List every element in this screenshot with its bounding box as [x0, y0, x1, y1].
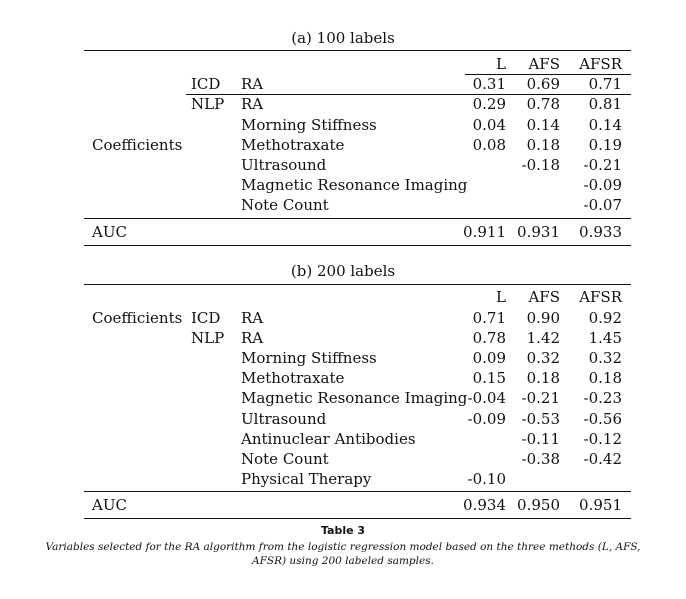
cell-afs: -0.18: [521, 156, 560, 174]
cell-afs: -0.21: [521, 389, 560, 407]
cell-l: -0.09: [467, 410, 506, 428]
cell-afsr: -0.09: [583, 176, 622, 194]
row-source: ICD: [191, 75, 221, 93]
cell-afsr: 0.19: [588, 136, 622, 154]
cell-l: -0.10: [467, 470, 506, 488]
row-variable: Methotraxate: [241, 136, 345, 154]
auc-afsr: 0.951: [579, 496, 622, 514]
cell-afsr: -0.42: [583, 450, 622, 468]
auc-afs: 0.931: [517, 223, 560, 241]
cell-afs: 1.42: [526, 329, 560, 347]
cell-l: 0.31: [472, 75, 506, 93]
cell-afs: -0.11: [521, 430, 560, 448]
cell-afs: -0.53: [521, 410, 560, 428]
cell-l: 0.15: [472, 369, 506, 387]
row-variable: Magnetic Resonance Imaging: [241, 389, 468, 407]
table-a-top-rule: [84, 50, 631, 51]
cell-afs: 0.78: [526, 95, 560, 113]
cell-afsr: 0.18: [588, 369, 622, 387]
cell-afs: 0.18: [526, 136, 560, 154]
cell-afsr: -0.56: [583, 410, 622, 428]
row-variable: Ultrasound: [241, 156, 327, 174]
caption-title: Table 3: [320, 524, 366, 537]
table-a-bottom-rule: [84, 245, 631, 246]
cell-afs: -0.38: [521, 450, 560, 468]
cell-afsr: -0.12: [583, 430, 622, 448]
auc-label: AUC: [92, 223, 127, 241]
table-a-header-l: L: [496, 55, 506, 73]
cell-l: 0.29: [472, 95, 506, 113]
cell-afsr: 0.81: [588, 95, 622, 113]
table-a-header-afs: AFS: [528, 55, 560, 73]
cell-afsr: -0.07: [583, 196, 622, 214]
table-b-header-afs: AFS: [528, 288, 560, 306]
auc-l: 0.911: [463, 223, 506, 241]
table-b-bottom-rule: [84, 518, 631, 519]
cell-afsr: 0.14: [588, 116, 622, 134]
row-variable: RA: [241, 329, 264, 347]
cell-l: 0.78: [472, 329, 506, 347]
auc-afs: 0.950: [517, 496, 560, 514]
auc-l: 0.934: [463, 496, 506, 514]
cell-afsr: -0.23: [583, 389, 622, 407]
auc-afsr: 0.933: [579, 223, 622, 241]
table-b-header-l: L: [496, 288, 506, 306]
caption-line-2: AFSR) using 200 labeled samples.: [252, 555, 434, 567]
cell-l: -0.04: [467, 389, 506, 407]
cell-afsr: 0.92: [588, 309, 622, 327]
cell-l: 0.04: [472, 116, 506, 134]
row-variable: Physical Therapy: [241, 470, 372, 488]
row-variable: RA: [241, 95, 264, 113]
row-variable: RA: [241, 75, 264, 93]
auc-label: AUC: [92, 496, 127, 514]
cell-afsr: -0.21: [583, 156, 622, 174]
table-b-group-label: Coefficients: [92, 309, 183, 327]
row-variable: Note Count: [241, 450, 329, 468]
cell-l: 0.09: [472, 349, 506, 367]
cell-afs: 0.18: [526, 369, 560, 387]
row-variable: Morning Stiffness: [241, 349, 377, 367]
cell-afs: 0.32: [526, 349, 560, 367]
cell-l: 0.08: [472, 136, 506, 154]
table-a-group-label: Coefficients: [92, 136, 183, 154]
table-a-title: (a) 100 labels: [291, 29, 395, 47]
row-variable: Antinuclear Antibodies: [241, 430, 416, 448]
row-variable: Methotraxate: [241, 369, 345, 387]
cell-afsr: 1.45: [588, 329, 622, 347]
row-source: ICD: [191, 309, 221, 327]
table-b-top-rule: [84, 284, 631, 285]
row-variable: Morning Stiffness: [241, 116, 377, 134]
cell-afsr: 0.71: [588, 75, 622, 93]
table-b-header-afsr: AFSR: [579, 288, 622, 306]
cell-afs: 0.14: [526, 116, 560, 134]
table-b-auc-rule: [84, 491, 631, 492]
row-source: NLP: [191, 329, 225, 347]
cell-afs: 0.69: [526, 75, 560, 93]
caption-line-1: Variables selected for the RA algorithm from the logistic regression model based on the three methods (L, AFS,: [45, 541, 641, 553]
row-variable: Magnetic Resonance Imaging: [241, 176, 468, 194]
table-b-title: (b) 200 labels: [290, 262, 396, 280]
row-variable: Ultrasound: [241, 410, 327, 428]
cell-afsr: 0.32: [588, 349, 622, 367]
row-variable: RA: [241, 309, 264, 327]
table-a-header-afsr: AFSR: [579, 55, 622, 73]
row-source: NLP: [191, 95, 225, 113]
table-a-auc-rule: [84, 218, 631, 219]
cell-afs: 0.90: [526, 309, 560, 327]
cell-l: 0.71: [472, 309, 506, 327]
row-variable: Note Count: [241, 196, 329, 214]
